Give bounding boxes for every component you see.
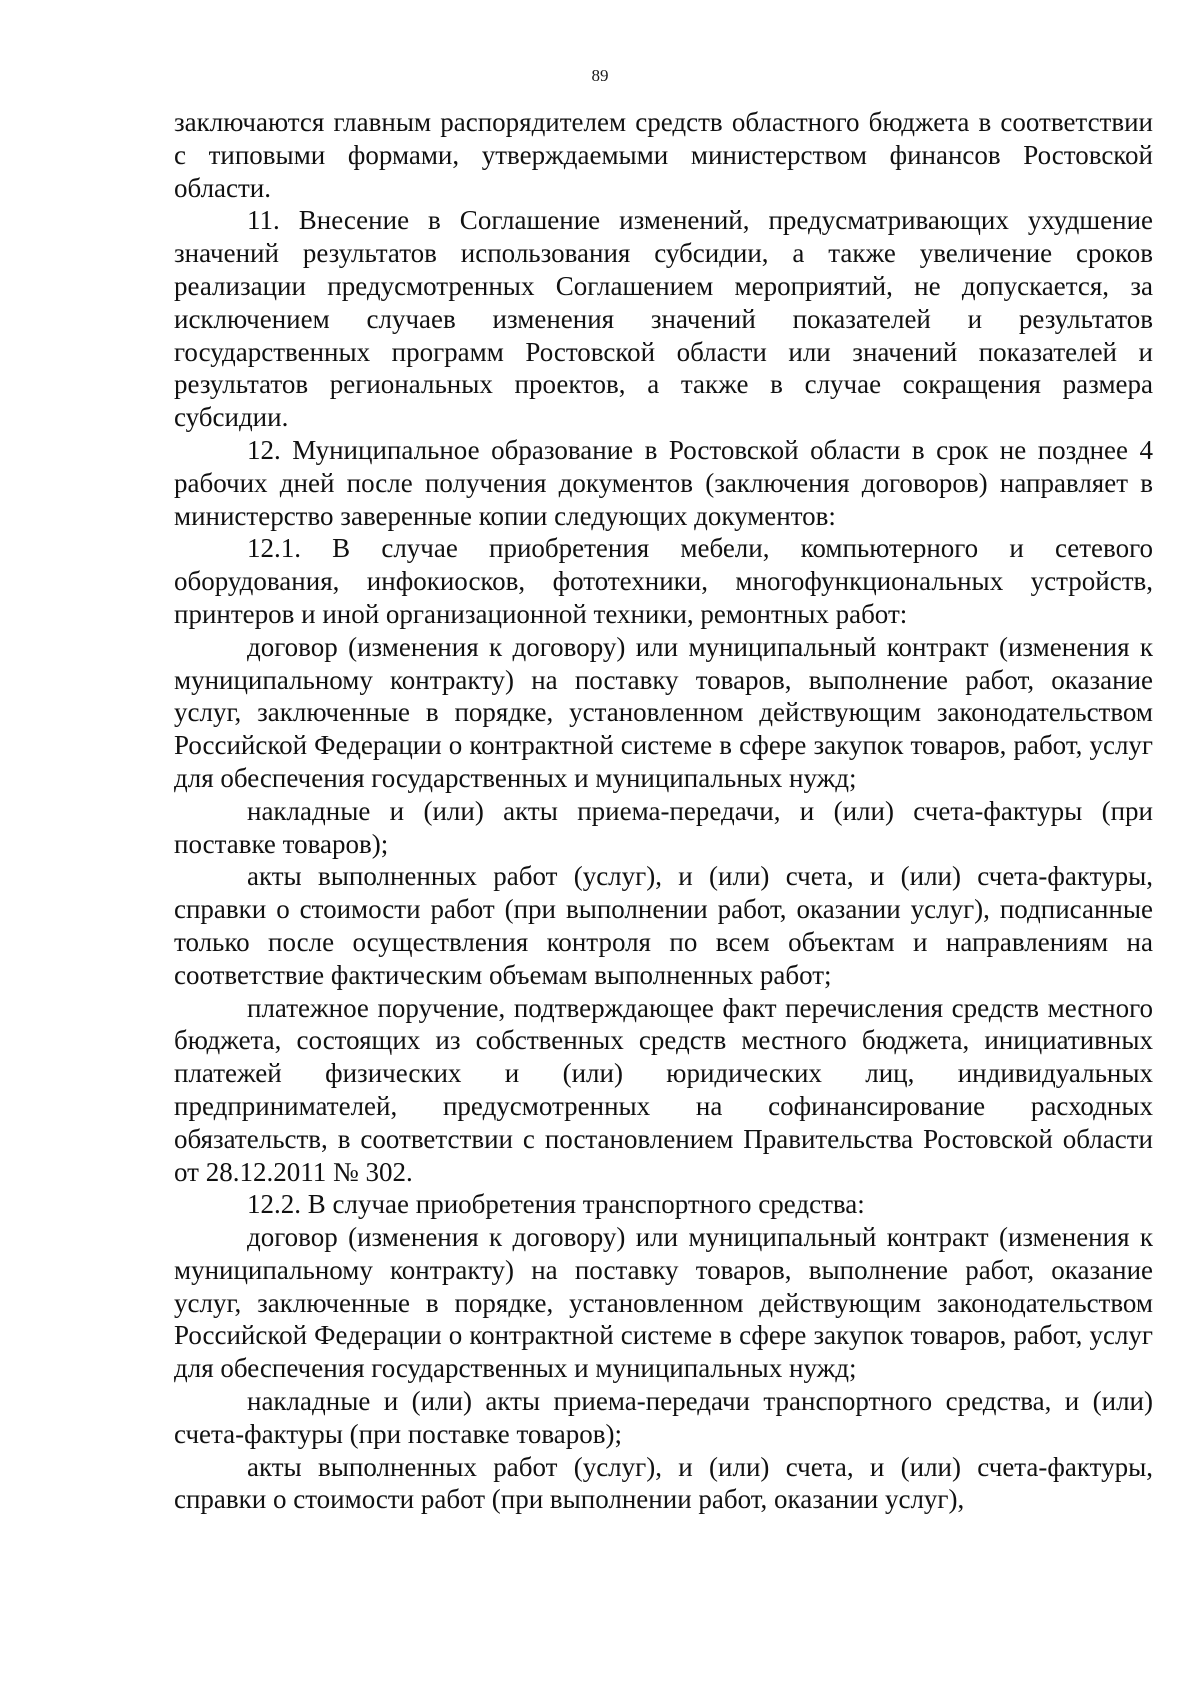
paragraph: договор (изменения к договору) или муниципальный контракт (изменения к муниципальному контракту) на поставку товаров, выполнение работ, оказание услуг, заключенные в порядке, установленном действующим законодательством Российской Федерации о контрактной системе в сфере закупок товаров, работ, услуг для обеспечения государственных и муниципальных нужд; [174, 1222, 1153, 1384]
paragraph: заключаются главным распорядителем средств областного бюджета в соответствии с типовыми формами, утверждаемыми министерством финансов Ростовской области. [174, 107, 1153, 203]
paragraph: договор (изменения к договору) или муниципальный контракт (изменения к муниципальному контракту) на поставку товаров, выполнение работ, оказание услуг, заключенные в порядке, установленном действующим законодательством Российской Федерации о контрактной системе в сфере закупок товаров, работ, услуг для обеспечения государственных и муниципальных нужд; [174, 631, 1153, 793]
paragraph: накладные и (или) акты приема-передачи, и (или) счета-фактуры (при поставке товаров); [174, 795, 1153, 859]
paragraph: акты выполненных работ (услуг), и (или) счета, и (или) счета-фактуры, справки о стоимости работ (при выполнении работ, оказании услуг), [174, 1451, 1153, 1515]
paragraph: платежное поручение, подтверждающее факт перечисления средств местного бюджета, состоящих из собственных средств местного бюджета, инициативных платежей физических и (или) юридических лиц, индивидуальных предпринимателей, предусмотренных на софинансирование расходных обязательств, в соответствии с постановлением Правительства Ростовской области от 28.12.2011 № 302. [174, 992, 1153, 1187]
paragraph: 11. Внесение в Соглашение изменений, предусматривающих ухудшение значений результатов использования субсидии, а также увеличение сроков реализации предусмотренных Соглашением мероприятий, не допускается, за исключением случаев изменения значений показателей и результатов государственных программ Ростовской области или значений показателей и результатов региональных проектов, а также в случае сокращения размера субсидии. [174, 205, 1153, 433]
document-body [174, 106, 1153, 1516]
paragraph: 12. Муниципальное образование в Ростовской области в срок не позднее 4 рабочих дней после получения документов (заключения договоров) направляет в министерство заверенные копии следующих документов: [174, 434, 1153, 531]
paragraph: 12.2. В случае приобретения транспортного средства: [247, 1189, 865, 1220]
paragraph: акты выполненных работ (услуг), и (или) счета, и (или) счета-фактуры, справки о стоимости работ (при выполнении работ, оказании услуг), подписанные только после осуществления контроля по всем объектам и направлениям на соответствие фактическим объемам выполненных работ; [174, 861, 1153, 990]
paragraph: накладные и (или) акты приема-передачи транспортного средства, и (или) счета-фактуры (при поставке товаров); [174, 1386, 1153, 1449]
paragraph: 12.1. В случае приобретения мебели, компьютерного и сетевого оборудования, инфокиосков, фототехники, многофункциональных устройств, принтеров и иной организационной техники, ремонтных работ: [174, 533, 1153, 629]
page-number: 89 [591, 66, 609, 85]
